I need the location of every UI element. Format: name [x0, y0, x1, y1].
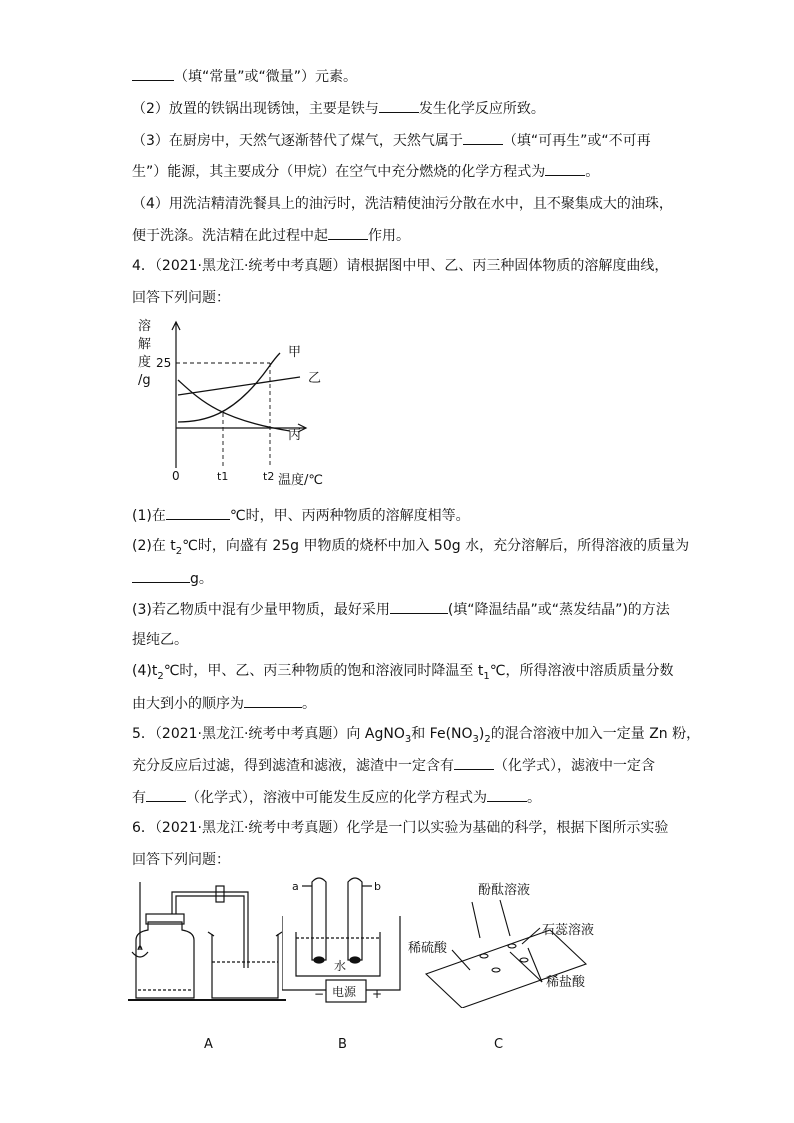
q4-part1: (1)在 ℃时，甲、丙两种物质的溶解度相等。	[132, 505, 470, 526]
y-tick-25: 25	[156, 356, 172, 370]
label-litmus: 石蕊溶液	[542, 923, 595, 938]
answer-blank[interactable]	[390, 599, 448, 614]
burning-spoon	[132, 952, 148, 957]
plate-top	[426, 930, 586, 1008]
q4-part2a: (2)在 $t_2℃$时，向盛有 25g 甲物质的烧杯中加入 50g 水，充分溶解后，所得溶液的质量为	[132, 538, 690, 557]
figure-a-apparatus	[128, 878, 288, 1008]
x-tick-t1: t1	[217, 470, 229, 483]
electrode-right	[350, 957, 360, 963]
answer-blank[interactable]	[328, 225, 368, 240]
label-power: 电源	[332, 985, 357, 999]
figure-b-electrolysis	[282, 872, 412, 1022]
tube-b	[348, 878, 362, 960]
answer-blank[interactable]	[166, 505, 230, 520]
curve-bing	[178, 380, 290, 431]
q4-part2b: g。	[132, 568, 213, 589]
leader-hcl-2	[528, 948, 542, 982]
label-minus: −	[314, 987, 325, 1001]
answer-blank[interactable]	[463, 130, 503, 145]
q3-item4a: （4）用洗洁精清洗餐具上的油污时，洗洁精使油污分散在水中，且不聚集成大的油珠，	[132, 196, 673, 212]
answer-blank[interactable]	[244, 693, 302, 708]
q3-item2: （2）放置的铁锅出现锈蚀，主要是铁与 发生化学反应所致。	[132, 98, 545, 119]
answer-blank[interactable]	[146, 787, 186, 802]
label-phenolphthalein: 酚酞溶液	[478, 883, 531, 898]
caption-c: C	[494, 1037, 504, 1052]
wire-right	[366, 916, 400, 990]
x-tick-origin: 0	[172, 469, 180, 483]
label-yi: 乙	[308, 371, 322, 386]
bottle-body	[136, 922, 194, 998]
well-2	[508, 944, 516, 948]
well-1	[480, 954, 488, 958]
leader-h2so4	[452, 950, 470, 970]
q4-stem-line1: 4．（2021·黑龙江·统考中考真题）请根据图中甲、乙、丙三种固体物质的溶解度曲线，	[132, 258, 669, 274]
label-water: 水	[334, 959, 347, 973]
well-3	[492, 968, 500, 972]
label-plus: +	[372, 987, 383, 1001]
q5-line3: 有 （化学式），溶液中可能发生反应的化学方程式为 。	[132, 787, 541, 808]
answer-blank[interactable]	[132, 568, 190, 583]
ylabel-char-3: 度	[138, 355, 152, 370]
answer-blank[interactable]	[545, 161, 585, 176]
clamp	[216, 886, 224, 902]
leader-litmus	[522, 928, 540, 944]
label-b: b	[374, 880, 381, 893]
figure-c-spot-plate	[400, 878, 620, 1008]
q6-stem-line1: 6．（2021·黑龙江·统考中考真题）化学是一门以实验为基础的科学，根据下图所示实验	[132, 820, 669, 836]
answer-blank[interactable]	[132, 66, 174, 81]
caption-b: B	[338, 1037, 347, 1052]
q4-part4a: $(4)t_2℃$时，甲、乙、丙三种物质的饱和溶液同时降温至 $t_1℃$，所得溶液中溶质质量分数	[132, 663, 674, 682]
ylabel-char-4: /g	[138, 373, 151, 388]
label-bing: 丙	[288, 428, 302, 443]
answer-blank[interactable]	[487, 787, 527, 802]
label-dilute-h2so4: 稀硫酸	[408, 941, 448, 956]
q3-item4b: 便于洗涤。洗洁精在此过程中起 作用。	[132, 225, 410, 246]
label-dilute-hcl: 稀盐酸	[546, 975, 586, 990]
caption-a: A	[204, 1037, 213, 1052]
curve-yi	[178, 377, 300, 395]
label-a: a	[292, 880, 299, 893]
beaker-lip	[208, 932, 282, 936]
q3-line1: （填“常量”或“微量”）元素。	[132, 66, 357, 87]
ylabel-char-2: 解	[138, 337, 152, 352]
answer-blank[interactable]	[379, 98, 419, 113]
q4-part3b: 提纯乙。	[132, 632, 188, 648]
leader-hcl-1	[510, 952, 542, 982]
wire-left	[282, 916, 326, 990]
x-axis-label: 温度/℃	[278, 473, 323, 488]
q6-stem-line2: 回答下列问题：	[132, 852, 230, 868]
electrode-left	[314, 957, 324, 963]
q4-part3a: (3)若乙物质中混有少量甲物质，最好采用 (填“降温结晶”或“蒸发结晶”)的方法	[132, 599, 670, 620]
tube-a	[312, 878, 326, 960]
glass-tube-inner	[176, 896, 244, 968]
solubility-chart	[130, 310, 340, 492]
ylabel-char-1: 溶	[138, 319, 152, 334]
beaker	[212, 934, 278, 998]
x-tick-t2: t2	[263, 470, 275, 483]
well-4	[520, 958, 528, 962]
q5-line2: 充分反应后过滤，得到滤渣和滤液，滤渣中一定含有 （化学式），滤液中一定含	[132, 755, 655, 776]
q4-stem-line2: 回答下列问题：	[132, 290, 230, 306]
q3-item3b: 生”）能源，其主要成分（甲烷）在空气中充分燃烧的化学方程式为 。	[132, 161, 599, 182]
q5-line1: 5．（2021·黑龙江·统考中考真题）向 AgNO$_3$和 $Fe(NO_3)_2$的混合溶液中加入一定量 Zn 粉，	[132, 726, 701, 745]
label-jia: 甲	[288, 345, 302, 360]
dropper-right	[500, 900, 510, 936]
dropper-left	[472, 902, 480, 938]
q4-part4b: 由大到小的顺序为 。	[132, 693, 316, 714]
q3-item3a: （3）在厨房中，天然气逐渐替代了煤气，天然气属于 （填“可再生”或“不可再	[132, 130, 651, 151]
answer-blank[interactable]	[454, 755, 494, 770]
